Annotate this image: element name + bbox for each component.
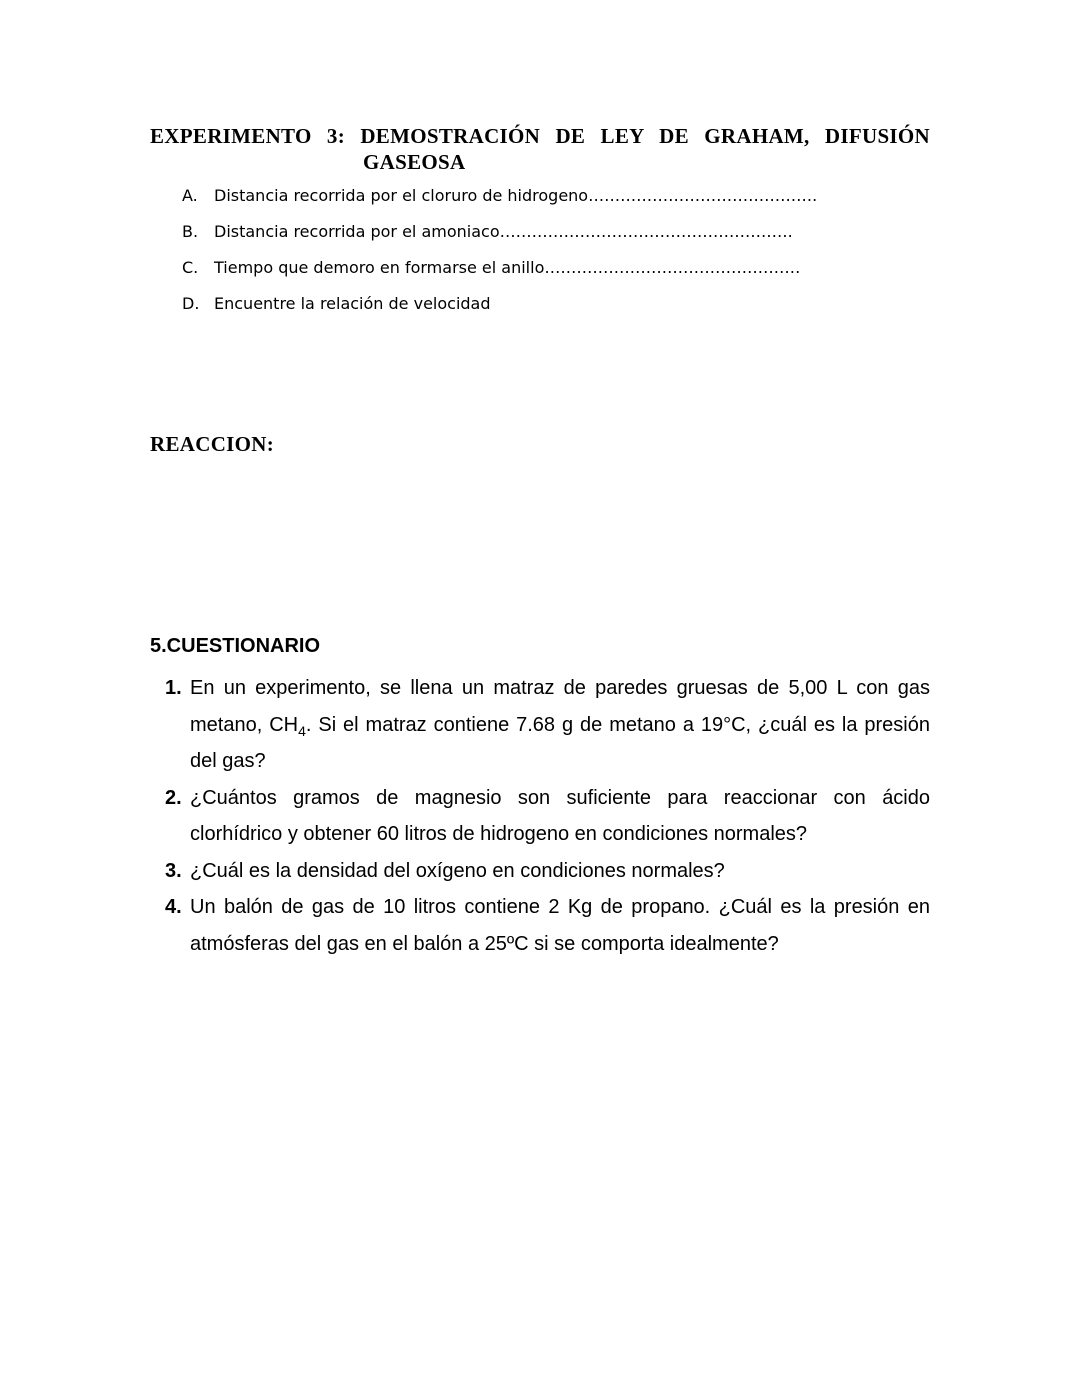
- experiment-item: [182, 184, 817, 220]
- question-item: [150, 780, 930, 853]
- question-text: ¿Cuántos gramos de magnesio son suficiente para reaccionar con ácido clorhídrico y obtener 60 litros de hidrogeno en condiciones normales?: [190, 786, 930, 845]
- experiment-item: [182, 292, 817, 328]
- question-number: 1.: [165, 677, 182, 699]
- item-text: Distancia recorrida por el cloruro de hidrogeno…………………………………….: [214, 186, 818, 205]
- item-letter: D.: [182, 294, 200, 313]
- experiment-item: [182, 220, 817, 256]
- item-text: Distancia recorrida por el amoniaco……………………………………………….: [214, 222, 793, 241]
- question-number: 3.: [165, 859, 182, 882]
- question-item: [150, 853, 930, 890]
- questions-list: [150, 670, 930, 962]
- experiment-heading: EXPERIMENTO 3: DEMOSTRACIÓN DE LEY DE GRAHAM, DIFUSIÓN: [150, 124, 930, 148]
- experiment-items-list: [182, 184, 817, 328]
- experiment-item: [182, 256, 817, 292]
- questionnaire-title: 5.CUESTIONARIO: [150, 635, 321, 657]
- question-text: ¿Cuál es la densidad del oxígeno en condiciones normales?: [190, 859, 725, 882]
- item-letter: B.: [182, 222, 199, 241]
- question-number: 4.: [165, 896, 182, 918]
- item-text: Tiempo que demoro en formarse el anillo…………………………………………: [214, 258, 801, 277]
- item-text: Encuentre la relación de velocidad: [214, 294, 491, 313]
- question-text: Un balón de gas de 10 litros contiene 2 Kg de propano. ¿Cuál es la presión en atmósferas del gas en el balón a 25ºC si se comporta idealmente?: [190, 896, 930, 955]
- question-number: 2.: [165, 786, 182, 809]
- question-item: [150, 889, 930, 962]
- chemical-subscript: 4: [298, 722, 306, 739]
- question-item: [150, 670, 930, 780]
- reaction-label: REACCION:: [150, 432, 275, 456]
- experiment-heading-continuation: GASEOSA: [363, 150, 466, 174]
- question-text: En un experimento, se llena un matraz de paredes gruesas de 5,00 L con gas metano, $CH_4$. Si el matraz contiene 7.68 g de metano a 19°C, ¿cuál es la presión del gas?: [190, 677, 930, 772]
- item-letter: C.: [182, 258, 199, 277]
- item-letter: A.: [182, 186, 198, 205]
